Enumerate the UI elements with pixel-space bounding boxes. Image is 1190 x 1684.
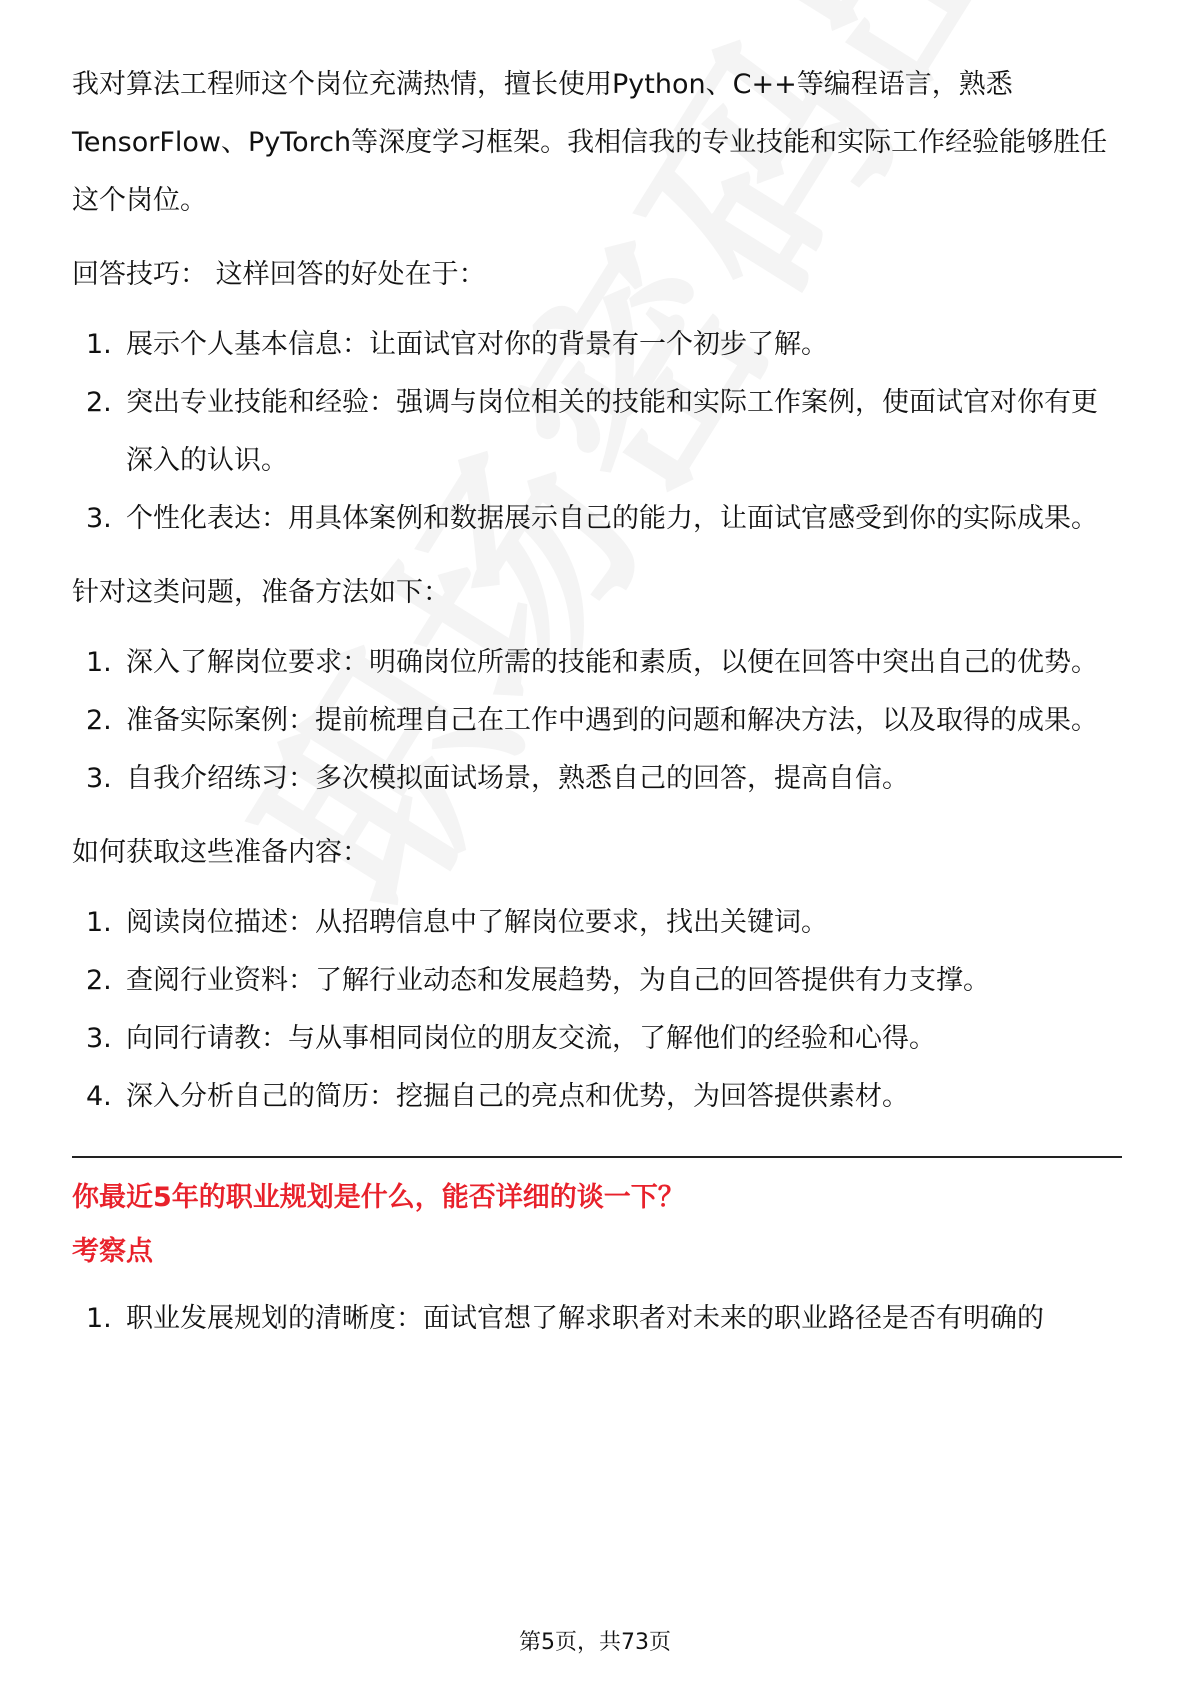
- question-subtitle: 考察点: [72, 1236, 153, 1267]
- list-item: [72, 1290, 1122, 1348]
- list-item-number: 3.: [86, 1023, 112, 1054]
- page-number-footer: 第5页，共73页: [519, 1630, 671, 1655]
- list-item-text: 自我介绍练习：多次模拟面试场景，熟悉自己的回答，提高自信。: [126, 763, 909, 794]
- list-item: [72, 894, 1122, 952]
- list-item: [72, 1068, 1122, 1126]
- list-item-number: 1.: [86, 907, 112, 938]
- answer-tips-label: 回答技巧： 这样回答的好处在于：: [72, 259, 486, 290]
- list-item-number: 1.: [86, 1303, 112, 1334]
- list-item-text: 准备实际案例：提前梳理自己在工作中遇到的问题和解决方法，以及取得的成果。: [126, 705, 1098, 736]
- list-item: [72, 952, 1122, 1010]
- get-content-label: 如何获取这些准备内容：: [72, 837, 369, 868]
- prep-methods-list: [72, 634, 1122, 808]
- list-item-text: 向同行请教：与从事相同岗位的朋友交流，了解他们的经验和心得。: [126, 1023, 936, 1054]
- list-item-number: 2.: [86, 387, 112, 418]
- list-item-text: 深入分析自己的简历：挖掘自己的亮点和优势，为回答提供素材。: [126, 1081, 909, 1112]
- list-item-text: 突出专业技能和经验：强调与岗位相关的技能和实际工作案例，使面试官对你有更深入的认识。: [126, 387, 1098, 476]
- question-title: 你最近5年的职业规划是什么，能否详细的谈一下？: [72, 1182, 685, 1213]
- list-item-text: 个性化表达：用具体案例和数据展示自己的能力，让面试官感受到你的实际成果。: [126, 503, 1098, 534]
- list-item-number: 2.: [86, 965, 112, 996]
- get-content-section: [72, 824, 1122, 1126]
- list-item: [72, 374, 1122, 490]
- intro-paragraph: 我对算法工程师这个岗位充满热情，擅长使用Python、C++等编程语言，熟悉TensorFlow、PyTorch等深度学习框架。我相信我的专业技能和实际工作经验能够胜任这个岗位。: [72, 69, 1108, 216]
- list-item-number: 4.: [86, 1081, 112, 1112]
- list-item-text: 查阅行业资料：了解行业动态和发展趋势，为自己的回答提供有力支撑。: [126, 965, 990, 996]
- answer-tips-list: [72, 316, 1122, 548]
- list-item: [72, 316, 1122, 374]
- list-item: [72, 692, 1122, 750]
- list-item-number: 2.: [86, 705, 112, 736]
- list-item-number: 1.: [86, 329, 112, 360]
- list-item-text: 展示个人基本信息：让面试官对你的背景有一个初步了解。: [126, 329, 828, 360]
- get-content-list: [72, 894, 1122, 1126]
- list-item: [72, 490, 1122, 548]
- page-content: [72, 56, 1122, 1348]
- list-item: [72, 750, 1122, 808]
- list-item-text: 阅读岗位描述：从招聘信息中了解岗位要求，找出关键词。: [126, 907, 828, 938]
- answer-tips-section: [72, 246, 1122, 548]
- list-item-number: 3.: [86, 503, 112, 534]
- question-points-list: [72, 1290, 1122, 1348]
- prep-methods-section: [72, 564, 1122, 808]
- section-divider: [72, 1156, 1122, 1158]
- list-item-text: 深入了解岗位要求：明确岗位所需的技能和素质，以便在回答中突出自己的优势。: [126, 647, 1098, 678]
- prep-methods-label: 针对这类问题，准备方法如下：: [72, 577, 450, 608]
- list-item: [72, 1010, 1122, 1068]
- list-item-number: 3.: [86, 763, 112, 794]
- list-item: [72, 634, 1122, 692]
- list-item-number: 1.: [86, 647, 112, 678]
- list-item-text: 职业发展规划的清晰度：面试官想了解求职者对未来的职业路径是否有明确的: [126, 1303, 1044, 1334]
